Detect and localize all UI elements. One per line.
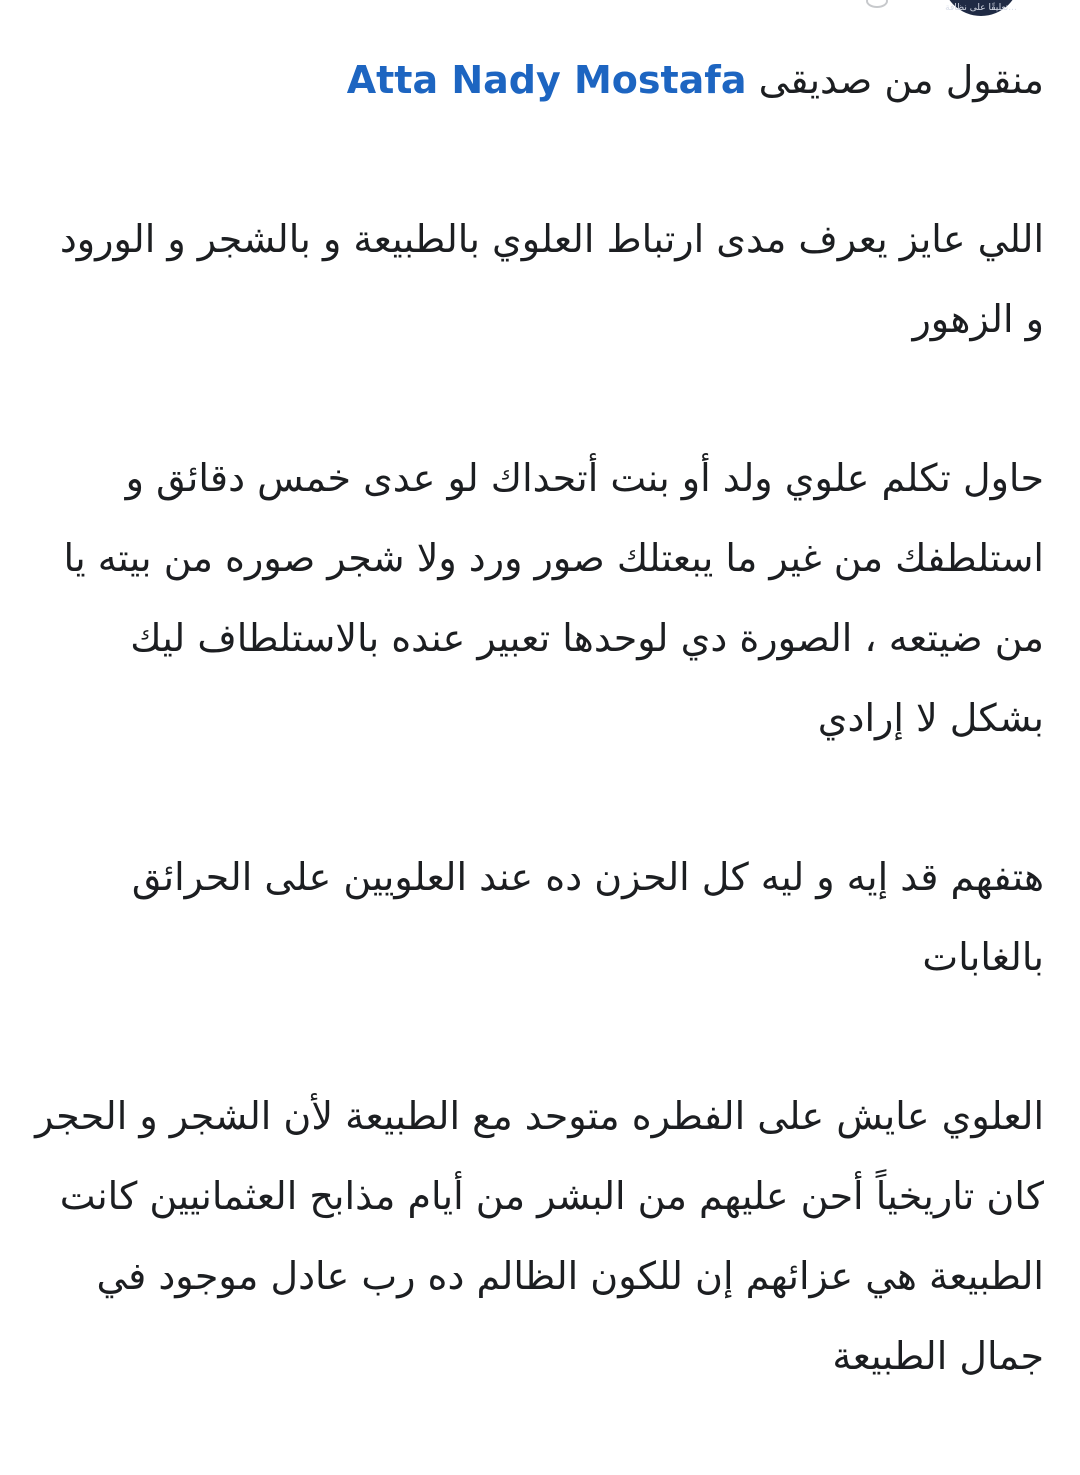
post-intro bbox=[34, 40, 1044, 120]
post-paragraph-3: هتفهم قد إيه و ليه كل الحزن ده عند العلويين على الحرائق بالغابات bbox=[131, 855, 1044, 979]
post-paragraph-2: حاول تكلم علوي ولد أو بنت أتحداك لو عدى خمس دقائق و استلطفك من غير ما يبعتلك صور ورد ولا شجر صوره من بيته يا من ضيتعه ، الصورة دي لوحدها تعبير عنده بالاستلطاف ليك بشكل لا إرادي bbox=[63, 456, 1044, 740]
avatar[interactable] bbox=[942, 0, 1020, 16]
post-header-edge bbox=[0, 0, 1080, 20]
intro-prefix: منقول من صديقى bbox=[758, 58, 1044, 102]
mention-link[interactable]: Atta Nady Mostafa bbox=[346, 58, 747, 102]
post-paragraph-1: اللي عايز يعرف مدى ارتباط العلوي بالطبيعة و بالشجر و الورود و الزهور bbox=[59, 217, 1044, 341]
more-options-icon[interactable] bbox=[866, 0, 888, 8]
avatar-caption: ...تعليقًا على نظافة bbox=[945, 3, 1017, 13]
post-paragraph-4: العلوي عايش على الفطره متوحد مع الطبيعة لأن الشجر و الحجر كان تاريخياً أحن عليهم من البشر من أيام مذابح العثمانيين كانت الطبيعة هي عزائهم إن للكون الظالم ده رب عادل موجود في جمال الطبيعة bbox=[35, 1094, 1044, 1378]
post-body bbox=[34, 40, 1044, 1475]
